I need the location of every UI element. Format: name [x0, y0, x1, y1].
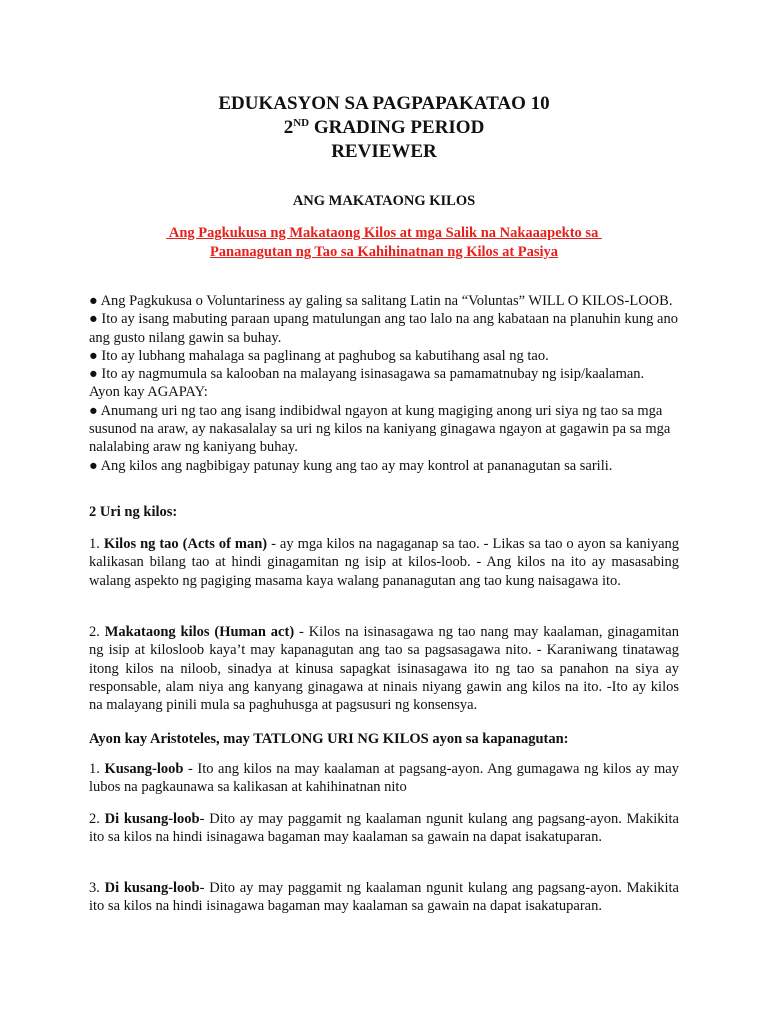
title-grade-number: 2	[283, 117, 294, 138]
item-term: Di kusang-loob	[104, 811, 200, 827]
uri-item-1	[89, 535, 679, 590]
aristoteles-item-1	[89, 760, 679, 797]
section-title: ANG MAKATAONG KILOS	[292, 193, 476, 209]
item-text: - ay mga kilos na nagaganap sa tao. - Likas sa tao o ayon sa kaniyang kalikasan bilang tao at hindi ginagamitan ng isip at kilos-loob. - Ang kilos na ito ay masasabing walang aspekto ng pagiging masama kaya walang pananagutan ang tao kung naisagawa ito.	[89, 536, 680, 589]
bullet-section	[89, 292, 679, 475]
subtitle-line-2: Pananagutan ng Tao sa Kahihinatnan ng Kilos at Pasiya	[209, 244, 559, 260]
aristoteles-item-3	[89, 879, 679, 916]
title-line-3: REVIEWER	[331, 141, 437, 162]
uri-heading	[89, 503, 679, 521]
bullet-item: ● Ito ay lubhang mahalaga sa paglinang at paghubog sa kabutihang asal ng tao.	[89, 347, 549, 364]
subtitle-line-1: Ang Pagkukusa ng Makataong Kilos at mga Salik na Nakaaapekto sa	[166, 225, 602, 241]
bullet-item: ● Ang Pagkukusa o Voluntariness ay galing sa salitang Latin na “Voluntas” WILL O KILOS-LOOB.	[89, 293, 673, 309]
bullet-item: ● Ito ay isang mabuting paraan upang matulungan ang tao lalo na ang kabataan na planuhin kung ano ang gusto nilang gawin sa buhay.	[89, 311, 678, 346]
bullet-item: ● Ito ay nagmumula sa kalooban na malayang isinasagawa sa pamamatnubay ng isip/kaalaman.	[89, 366, 645, 383]
item-number: 2.	[89, 811, 105, 827]
title-line-1: EDUKASYON SA PAGPAPAKATAO 10	[218, 93, 550, 114]
item-term: Kusang-loob	[104, 761, 184, 777]
document-title	[0, 92, 768, 164]
item-term: Kilos ng tao (Acts of man)	[103, 536, 268, 552]
item-text: - Kilos na isinasagawa ng tao nang may kaalaman, ginagamitan ng isip at kilosloob kaya’t may kapanagutan ang tao sa pagsasagawa nito. - Karaniwang tinatawag itong kilos na niloob, sinadya at kinusa sapagkat isinasagawa ito ng tao sa panahon na siya ay responsable, alam niya ang kanyang ginagawa at ninais niyang gawin ang kilos na ito. -Ito ay kilos na malayang pinili mula sa paghuhusga at pagsusuri ng konsensya.	[89, 624, 679, 714]
item-number: 1.	[89, 761, 105, 777]
item-term: Di kusang-loob	[104, 880, 200, 896]
uri-ng-kilos-heading: 2 Uri ng kilos:	[89, 504, 178, 520]
title-grade-rest: GRADING PERIOD	[309, 117, 485, 138]
title-grade-suffix: ND	[293, 117, 310, 129]
item-number: 1.	[89, 536, 104, 552]
title-line-2	[0, 116, 768, 140]
aristoteles-heading	[89, 730, 679, 748]
item-number: 2.	[89, 624, 105, 640]
bullet-item: ● Ang kilos ang nagbibigay patunay kung ang tao ay may kontrol at pananagutan sa sarili.	[89, 457, 613, 474]
bullet-subheading: Ayon kay AGAPAY:	[89, 384, 208, 401]
item-text: - Dito ay may paggamit ng kaalaman ngunit kulang ang pagsang-ayon. Makikita ito sa kilos na hindi isinagawa bagaman may kaalaman sa gawain na dapat isakatuparan.	[89, 811, 679, 846]
aristoteles-item-2	[89, 810, 679, 847]
section-subtitle	[0, 224, 768, 262]
item-number: 3.	[89, 880, 105, 896]
item-text: - Ito ang kilos na may kaalaman at pagsang-ayon. Ang gumagawa ng kilos ay may lubos na pagkaunawa sa kalikasan at kahihinatnan nito	[89, 761, 679, 796]
aristoteles-heading-text: Ayon kay Aristoteles, may TATLONG URI NG KILOS ayon sa kapanagutan:	[89, 731, 569, 747]
uri-item-2	[89, 623, 679, 714]
item-text: - Dito ay may paggamit ng kaalaman ngunit kulang ang pagsang-ayon. Makikita ito sa kilos na hindi isinagawa bagaman may kaalaman sa gawain na dapat isakatuparan.	[89, 880, 679, 915]
item-term: Makataong kilos (Human act)	[104, 624, 295, 640]
bullet-item: ● Anumang uri ng tao ang isang indibidwal ngayon at kung magiging anong uri siya ng tao sa mga susunod na araw, ay nakasalalay sa uri ng kilos na kaniyang ginagawa ngayon at gagawin pa sa mga nalalabing araw ng kaniyang buhay.	[89, 402, 671, 456]
